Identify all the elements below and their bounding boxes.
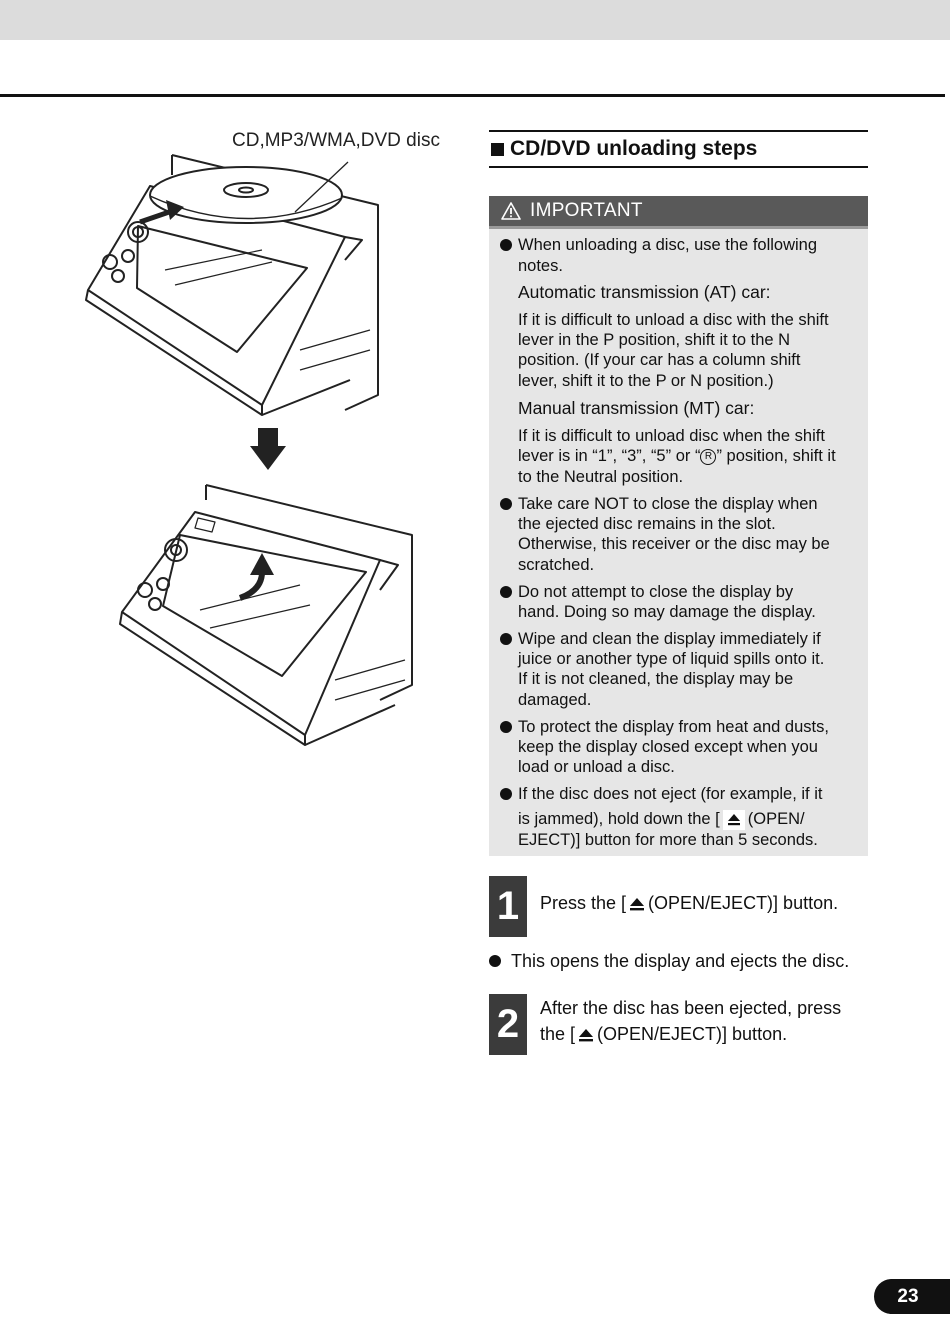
at-line-4: lever, shift it to the P or N position.) bbox=[518, 372, 774, 390]
bullet-2-line-2: the ejected disc remains in the slot. bbox=[518, 515, 776, 533]
bullet-4-line-3: If it is not cleaned, the display may be bbox=[518, 670, 794, 688]
bullet-1-line-1: When unloading a disc, use the following bbox=[518, 236, 818, 254]
bullet-5-line-3: load or unload a disc. bbox=[518, 758, 675, 776]
bullet-6-line-3: EJECT)] button for more than 5 seconds. bbox=[518, 831, 818, 849]
bullet-dot-icon bbox=[500, 788, 512, 800]
bullet-6-line-1: If the disc does not eject (for example, if it bbox=[518, 785, 823, 803]
step-1-text: Press the [ (OPEN/EJECT)] button. bbox=[540, 893, 839, 913]
step-1-note: This opens the display and ejects the disc. bbox=[511, 951, 850, 971]
bullet-dot-icon bbox=[489, 955, 501, 967]
bullet-4-line-2: juice or another type of liquid spills onto it. bbox=[518, 650, 825, 668]
down-arrow-icon bbox=[250, 428, 286, 470]
important-label: IMPORTANT bbox=[530, 200, 643, 221]
mt-line-3: to the Neutral position. bbox=[518, 468, 684, 486]
bullet-dot-icon bbox=[500, 239, 512, 251]
step-1-number: 1 bbox=[489, 876, 527, 937]
bullet-5-line-1: To protect the display from heat and dusts, bbox=[518, 718, 829, 736]
at-line-1: If it is difficult to unload a disc with the shift bbox=[518, 311, 829, 329]
section-heading bbox=[489, 130, 868, 168]
bullet-dot-icon bbox=[500, 498, 512, 510]
bullet-1-line-2: notes. bbox=[518, 257, 563, 275]
mt-subheading: Manual transmission (MT) car: bbox=[518, 398, 755, 418]
step-2-number: 2 bbox=[489, 994, 527, 1055]
warning-triangle-icon bbox=[501, 202, 521, 220]
important-header bbox=[489, 196, 868, 229]
header-band bbox=[0, 0, 950, 40]
disc-callout-label: CD,MP3/WMA,DVD disc bbox=[232, 130, 440, 151]
step-2-line-2: the [ (OPEN/EJECT)] button. bbox=[540, 1024, 788, 1044]
bullet-3-line-2: hand. Doing so may damage the display. bbox=[518, 603, 816, 621]
reverse-symbol: R bbox=[700, 449, 716, 465]
receiver-illustration bbox=[80, 150, 420, 750]
heading-square-icon bbox=[491, 143, 504, 156]
at-subheading: Automatic transmission (AT) car: bbox=[518, 282, 771, 302]
at-line-2: lever in the P position, shift it to the N bbox=[518, 331, 791, 349]
eject-icon bbox=[723, 810, 745, 830]
bullet-dot-icon bbox=[500, 721, 512, 733]
bullet-2-line-4: scratched. bbox=[518, 556, 595, 574]
mt-line-2: lever is in “1”, “3”, “5” or “ R ” position, shift it bbox=[518, 447, 836, 465]
bullet-4-line-1: Wipe and clean the display immediately if bbox=[518, 630, 821, 648]
page-number: 23 bbox=[874, 1279, 950, 1314]
mt-line-1: If it is difficult to unload disc when the shift bbox=[518, 427, 825, 445]
eject-icon bbox=[578, 1028, 594, 1043]
bullet-2-line-3: Otherwise, this receiver or the disc may be bbox=[518, 535, 830, 553]
section-title: CD/DVD unloading steps bbox=[510, 137, 758, 160]
bullet-3-line-1: Do not attempt to close the display by bbox=[518, 583, 794, 601]
bullet-dot-icon bbox=[500, 586, 512, 598]
bullet-dot-icon bbox=[500, 633, 512, 645]
header-rule bbox=[0, 94, 945, 97]
at-line-3: position. (If your car has a column shift bbox=[518, 351, 801, 369]
bullet-6-line-2: is jammed), hold down the [ (OPEN/ bbox=[518, 810, 805, 828]
bullet-5-line-2: keep the display closed except when you bbox=[518, 738, 818, 756]
bullet-2-line-1: Take care NOT to close the display when bbox=[518, 495, 818, 513]
receiver-unit-lower bbox=[120, 485, 412, 745]
eject-icon bbox=[629, 897, 645, 912]
bullet-4-line-4: damaged. bbox=[518, 691, 592, 709]
step-2-line-1: After the disc has been ejected, press bbox=[540, 998, 842, 1018]
